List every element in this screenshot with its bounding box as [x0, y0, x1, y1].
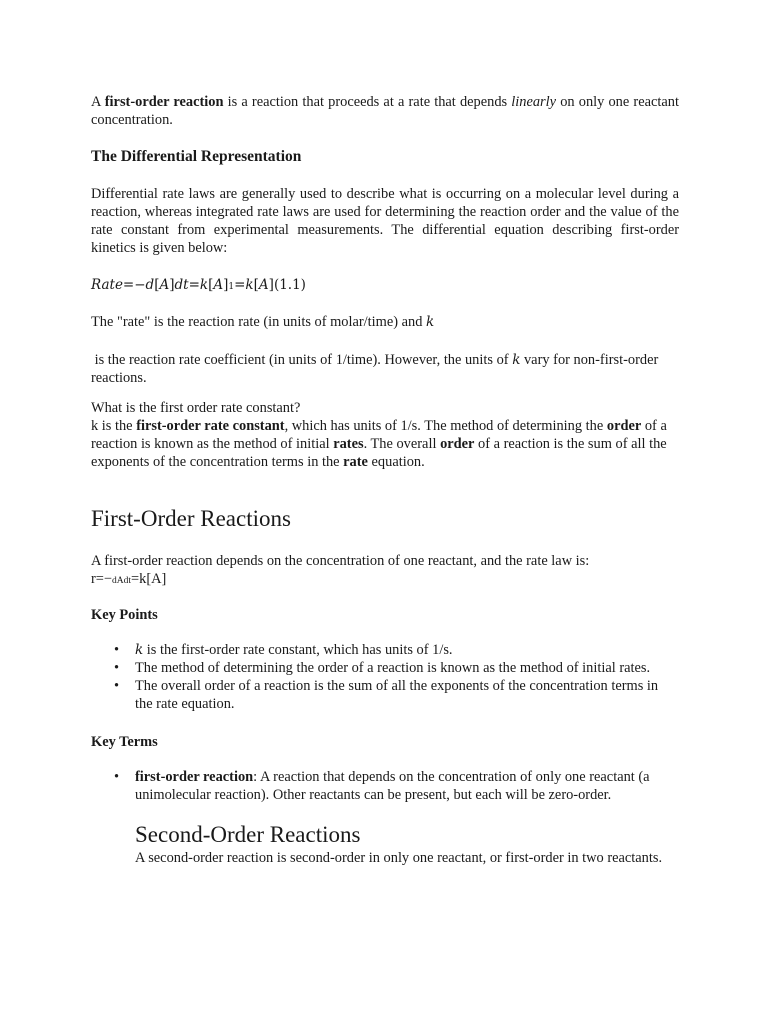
eq-part: ]	[169, 277, 175, 293]
answer-text: equation.	[371, 454, 425, 470]
rate-constant-question: What is the first order rate constant?	[91, 400, 301, 416]
key-points-list	[91, 641, 679, 713]
second-order-heading: Second-Order Reactions	[135, 822, 361, 847]
differential-paragraph: Differential rate laws are generally used to describe what is occurring on a molecular level during a reaction, whereas integrated rate laws are used for determining the reaction order and the value of the rate constant from experimental measurements. The differential equation describing first-order kinetics is given below:	[91, 186, 679, 256]
eq-part: dt=k	[174, 277, 209, 293]
rate-definition-text: The "rate" is the reaction rate (in units of molar/time) and	[91, 314, 423, 330]
second-order-paragraph: A second-order reaction is second-order in only one reactant, or first-order in two reactants.	[135, 850, 663, 866]
answer-bold: rate	[343, 454, 368, 470]
answer-bold: order	[606, 418, 642, 434]
answer-text: , which has units of 1/s. The method of determining the	[284, 418, 604, 434]
key-terms-list-wrap	[91, 768, 679, 804]
key-terms-heading: Key Terms	[91, 734, 158, 750]
eq-part: A	[213, 277, 224, 293]
intro-text: on only one reactant concentration.	[91, 94, 679, 128]
eq-part: ]	[223, 277, 229, 293]
first-order-section	[91, 505, 679, 533]
key-terms-section	[91, 733, 679, 751]
first-order-heading: First-Order Reactions	[91, 506, 291, 531]
key-terms-list	[91, 768, 679, 804]
eq-part: A	[258, 277, 269, 293]
differential-heading: The Differential Representation	[91, 148, 302, 165]
intro-term: first-order reaction	[104, 94, 224, 110]
key-points-section	[91, 606, 679, 624]
law-fraction: dAdt	[112, 576, 132, 586]
rate-definition	[91, 313, 679, 331]
list-item	[91, 641, 679, 659]
coef-text: vary for non-first-order reactions.	[91, 352, 659, 386]
list-item-text: The overall order of a reaction is the sum of all the exponents of the concentration terms in the rate equation.	[135, 678, 659, 712]
k-symbol: k	[135, 642, 144, 658]
k-symbol: k	[426, 314, 435, 330]
answer-text: of a reaction is the sum of all the exponents of the concentration terms in the	[91, 436, 667, 470]
second-order-section	[135, 821, 679, 867]
intro-text: is a reaction that proceeds at a rate that depends	[227, 94, 508, 110]
differential-section	[91, 148, 679, 166]
answer-text: k is the	[91, 418, 133, 434]
intro-text: A	[91, 94, 101, 110]
first-order-rate-law	[91, 570, 679, 590]
answer-bold: rates	[333, 436, 364, 452]
intro-emphasis: linearly	[511, 94, 557, 110]
list-item	[91, 768, 679, 804]
rate-equation	[91, 276, 679, 296]
eq-part: [	[253, 277, 259, 293]
answer-text: of a reaction is known as the method of initial	[91, 418, 667, 452]
first-order-paragraph: A first-order reaction depends on the concentration of one reactant, and the rate law is:	[91, 553, 590, 569]
eq-number: (1.1)	[273, 277, 306, 293]
list-item-text: is the first-order rate constant, which has units of 1/s.	[146, 642, 453, 658]
key-points-heading: Key Points	[91, 607, 158, 623]
coefficient-definition	[91, 351, 679, 387]
eq-part: ]	[268, 277, 274, 293]
eq-part: A	[159, 277, 170, 293]
coef-text: is the reaction rate coefficient (in units of 1/time). However, the units of	[94, 352, 509, 368]
answer-text: . The overall	[363, 436, 437, 452]
key-term: first-order reaction	[135, 769, 254, 785]
law-part: =k[A]	[131, 571, 167, 587]
intro-paragraph	[91, 93, 679, 129]
list-item-text: The method of determining the order of a reaction is known as the method of initial rates.	[135, 660, 651, 676]
list-item	[91, 659, 679, 677]
key-points-list-wrap	[91, 641, 679, 713]
list-item	[91, 677, 679, 713]
eq-part: [	[154, 277, 160, 293]
answer-bold: order	[440, 436, 475, 452]
rate-constant-answer	[91, 417, 679, 471]
eq-part: [	[208, 277, 214, 293]
eq-subscript: 1	[228, 282, 235, 292]
answer-bold: first-order rate constant	[136, 418, 285, 434]
eq-part: =k	[234, 277, 254, 293]
key-term-definition: : A reaction that depends on the concentration of only one reactant (a unimolecular reaction). Other reactants can be present, but each will be zero-order.	[135, 769, 650, 803]
eq-part: Rate=−d	[91, 277, 155, 293]
k-symbol: k	[512, 352, 521, 368]
law-part: r=−	[91, 571, 113, 587]
